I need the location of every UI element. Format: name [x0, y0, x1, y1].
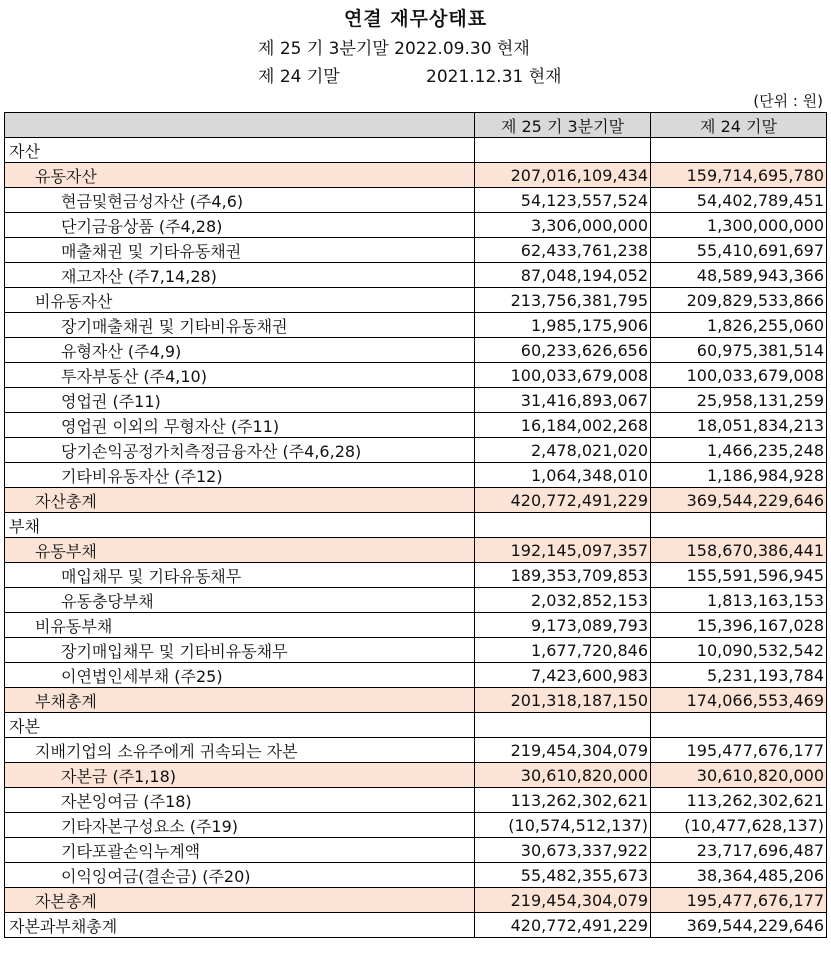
table-row — [5, 613, 827, 638]
prior-period-value: 60,975,381,514 — [651, 338, 827, 363]
prior-period-value: 159,714,695,780 — [651, 163, 827, 188]
prior-period-value: 48,589,943,366 — [651, 263, 827, 288]
header-current-period: 제 25 기 3분기말 — [475, 113, 651, 138]
current-period-value: 30,610,820,000 — [475, 763, 651, 788]
account-label: 재고자산 (주7,14,28) — [5, 263, 475, 288]
table-row — [5, 688, 827, 713]
account-label: 이익잉여금(결손금) (주20) — [5, 863, 475, 888]
table-row — [5, 888, 827, 913]
table-row — [5, 363, 827, 388]
table-row — [5, 263, 827, 288]
account-label: 부채총계 — [5, 688, 475, 713]
current-period-value: 16,184,002,268 — [475, 413, 651, 438]
current-period-value: (10,574,512,137) — [475, 813, 651, 838]
prior-period-value — [651, 513, 827, 538]
prior-period-label: 제 24 기말 — [258, 67, 340, 87]
current-period-value: 219,454,304,079 — [475, 738, 651, 763]
current-period-value: 113,262,302,621 — [475, 788, 651, 813]
account-label: 기타비유동자산 (주12) — [5, 463, 475, 488]
account-label: 이연법인세부채 (주25) — [5, 663, 475, 688]
prior-period-value: 100,033,679,008 — [651, 363, 827, 388]
account-label: 자산 — [5, 138, 475, 163]
current-period-value: 31,416,893,067 — [475, 388, 651, 413]
account-label: 기타자본구성요소 (주19) — [5, 813, 475, 838]
current-period-value: 3,306,000,000 — [475, 213, 651, 238]
account-label: 자산총계 — [5, 488, 475, 513]
account-label: 매입채무 및 기타유동채무 — [5, 563, 475, 588]
account-label: 영업권 이외의 무형자산 (주11) — [5, 413, 475, 438]
account-label: 단기금융상품 (주4,28) — [5, 213, 475, 238]
current-period-value: 219,454,304,079 — [475, 888, 651, 913]
current-period-value: 2,032,852,153 — [475, 588, 651, 613]
prior-period-value: (10,477,628,137) — [651, 813, 827, 838]
prior-period-value: 1,300,000,000 — [651, 213, 827, 238]
table-row — [5, 788, 827, 813]
prior-period-value: 15,396,167,028 — [651, 613, 827, 638]
current-period-value: 1,064,348,010 — [475, 463, 651, 488]
prior-period-value: 10,090,532,542 — [651, 638, 827, 663]
prior-period-value: 1,813,163,153 — [651, 588, 827, 613]
prior-period-value: 369,544,229,646 — [651, 913, 827, 938]
prior-period-value: 54,402,789,451 — [651, 188, 827, 213]
table-row — [5, 138, 827, 163]
table-row — [5, 838, 827, 863]
current-period-line: 제 25 기 3분기말 2022.09.30 현재 — [258, 39, 530, 59]
current-period-value: 60,233,626,656 — [475, 338, 651, 363]
account-label: 부채 — [5, 513, 475, 538]
table-row — [5, 388, 827, 413]
prior-period-value: 38,364,485,206 — [651, 863, 827, 888]
current-period-value: 213,756,381,795 — [475, 288, 651, 313]
unit-label: (단위 : 원) — [753, 92, 823, 110]
table-row — [5, 513, 827, 538]
table-row — [5, 188, 827, 213]
table-row — [5, 588, 827, 613]
prior-period-value: 209,829,533,866 — [651, 288, 827, 313]
account-label: 투자부동산 (주4,10) — [5, 363, 475, 388]
table-row — [5, 713, 827, 738]
balance-sheet-table — [4, 112, 827, 938]
current-period-value: 7,423,600,983 — [475, 663, 651, 688]
table-row — [5, 763, 827, 788]
table-row — [5, 663, 827, 688]
header-prior-period: 제 24 기말 — [651, 113, 827, 138]
current-period-value — [475, 513, 651, 538]
account-label: 유동자산 — [5, 163, 475, 188]
current-period-value: 62,433,761,238 — [475, 238, 651, 263]
table-row — [5, 563, 827, 588]
account-label: 유동부채 — [5, 538, 475, 563]
current-period-value: 54,123,557,524 — [475, 188, 651, 213]
account-label: 당기손익공정가치측정금융자산 (주4,6,28) — [5, 438, 475, 463]
prior-period-value: 155,591,596,945 — [651, 563, 827, 588]
account-label: 자본과부채총계 — [5, 913, 475, 938]
prior-period-value: 1,826,255,060 — [651, 313, 827, 338]
account-label: 매출채권 및 기타유동채권 — [5, 238, 475, 263]
account-label: 비유동자산 — [5, 288, 475, 313]
current-period-value: 189,353,709,853 — [475, 563, 651, 588]
prior-period-value: 55,410,691,697 — [651, 238, 827, 263]
table-row — [5, 288, 827, 313]
account-label: 지배기업의 소유주에게 귀속되는 자본 — [5, 738, 475, 763]
account-label: 자본잉여금 (주18) — [5, 788, 475, 813]
account-label: 장기매출채권 및 기타비유동채권 — [5, 313, 475, 338]
current-period-value: 100,033,679,008 — [475, 363, 651, 388]
account-label: 유동충당부채 — [5, 588, 475, 613]
statement-title: 연결 재무상태표 — [343, 8, 488, 30]
table-row — [5, 913, 827, 938]
table-row — [5, 338, 827, 363]
account-label: 현금및현금성자산 (주4,6) — [5, 188, 475, 213]
table-header-row — [5, 113, 827, 138]
table-row — [5, 413, 827, 438]
account-label: 영업권 (주11) — [5, 388, 475, 413]
table-row — [5, 813, 827, 838]
current-period-value — [475, 138, 651, 163]
table-row — [5, 213, 827, 238]
table-row — [5, 538, 827, 563]
table-row — [5, 488, 827, 513]
account-label: 장기매입채무 및 기타비유동채무 — [5, 638, 475, 663]
account-label: 자본총계 — [5, 888, 475, 913]
current-period-value: 2,478,021,020 — [475, 438, 651, 463]
current-period-value: 30,673,337,922 — [475, 838, 651, 863]
table-row — [5, 863, 827, 888]
account-label: 자본금 (주1,18) — [5, 763, 475, 788]
current-period-value: 9,173,089,793 — [475, 613, 651, 638]
current-period-value: 420,772,491,229 — [475, 913, 651, 938]
current-period-value: 207,016,109,434 — [475, 163, 651, 188]
prior-period-date: 2021.12.31 현재 — [426, 67, 562, 87]
header-account — [5, 113, 475, 138]
prior-period-value: 23,717,696,487 — [651, 838, 827, 863]
prior-period-value — [651, 713, 827, 738]
prior-period-value — [651, 138, 827, 163]
current-period-value: 1,985,175,906 — [475, 313, 651, 338]
account-label: 기타포괄손익누계액 — [5, 838, 475, 863]
prior-period-value: 1,186,984,928 — [651, 463, 827, 488]
table-row — [5, 163, 827, 188]
account-label: 자본 — [5, 713, 475, 738]
current-period-value: 55,482,355,673 — [475, 863, 651, 888]
prior-period-value: 174,066,553,469 — [651, 688, 827, 713]
table-row — [5, 738, 827, 763]
table-row — [5, 638, 827, 663]
current-period-value: 192,145,097,357 — [475, 538, 651, 563]
table-row — [5, 438, 827, 463]
prior-period-value: 158,670,386,441 — [651, 538, 827, 563]
table-row — [5, 463, 827, 488]
prior-period-value: 113,262,302,621 — [651, 788, 827, 813]
prior-period-value: 30,610,820,000 — [651, 763, 827, 788]
prior-period-value: 18,051,834,213 — [651, 413, 827, 438]
prior-period-value: 195,477,676,177 — [651, 888, 827, 913]
account-label: 유형자산 (주4,9) — [5, 338, 475, 363]
table-row — [5, 313, 827, 338]
prior-period-value: 369,544,229,646 — [651, 488, 827, 513]
current-period-value: 1,677,720,846 — [475, 638, 651, 663]
current-period-value — [475, 713, 651, 738]
current-period-value: 201,318,187,150 — [475, 688, 651, 713]
table-row — [5, 238, 827, 263]
prior-period-value: 25,958,131,259 — [651, 388, 827, 413]
current-period-value: 87,048,194,052 — [475, 263, 651, 288]
prior-period-value: 5,231,193,784 — [651, 663, 827, 688]
prior-period-value: 195,477,676,177 — [651, 738, 827, 763]
prior-period-value: 1,466,235,248 — [651, 438, 827, 463]
account-label: 비유동부채 — [5, 613, 475, 638]
current-period-value: 420,772,491,229 — [475, 488, 651, 513]
